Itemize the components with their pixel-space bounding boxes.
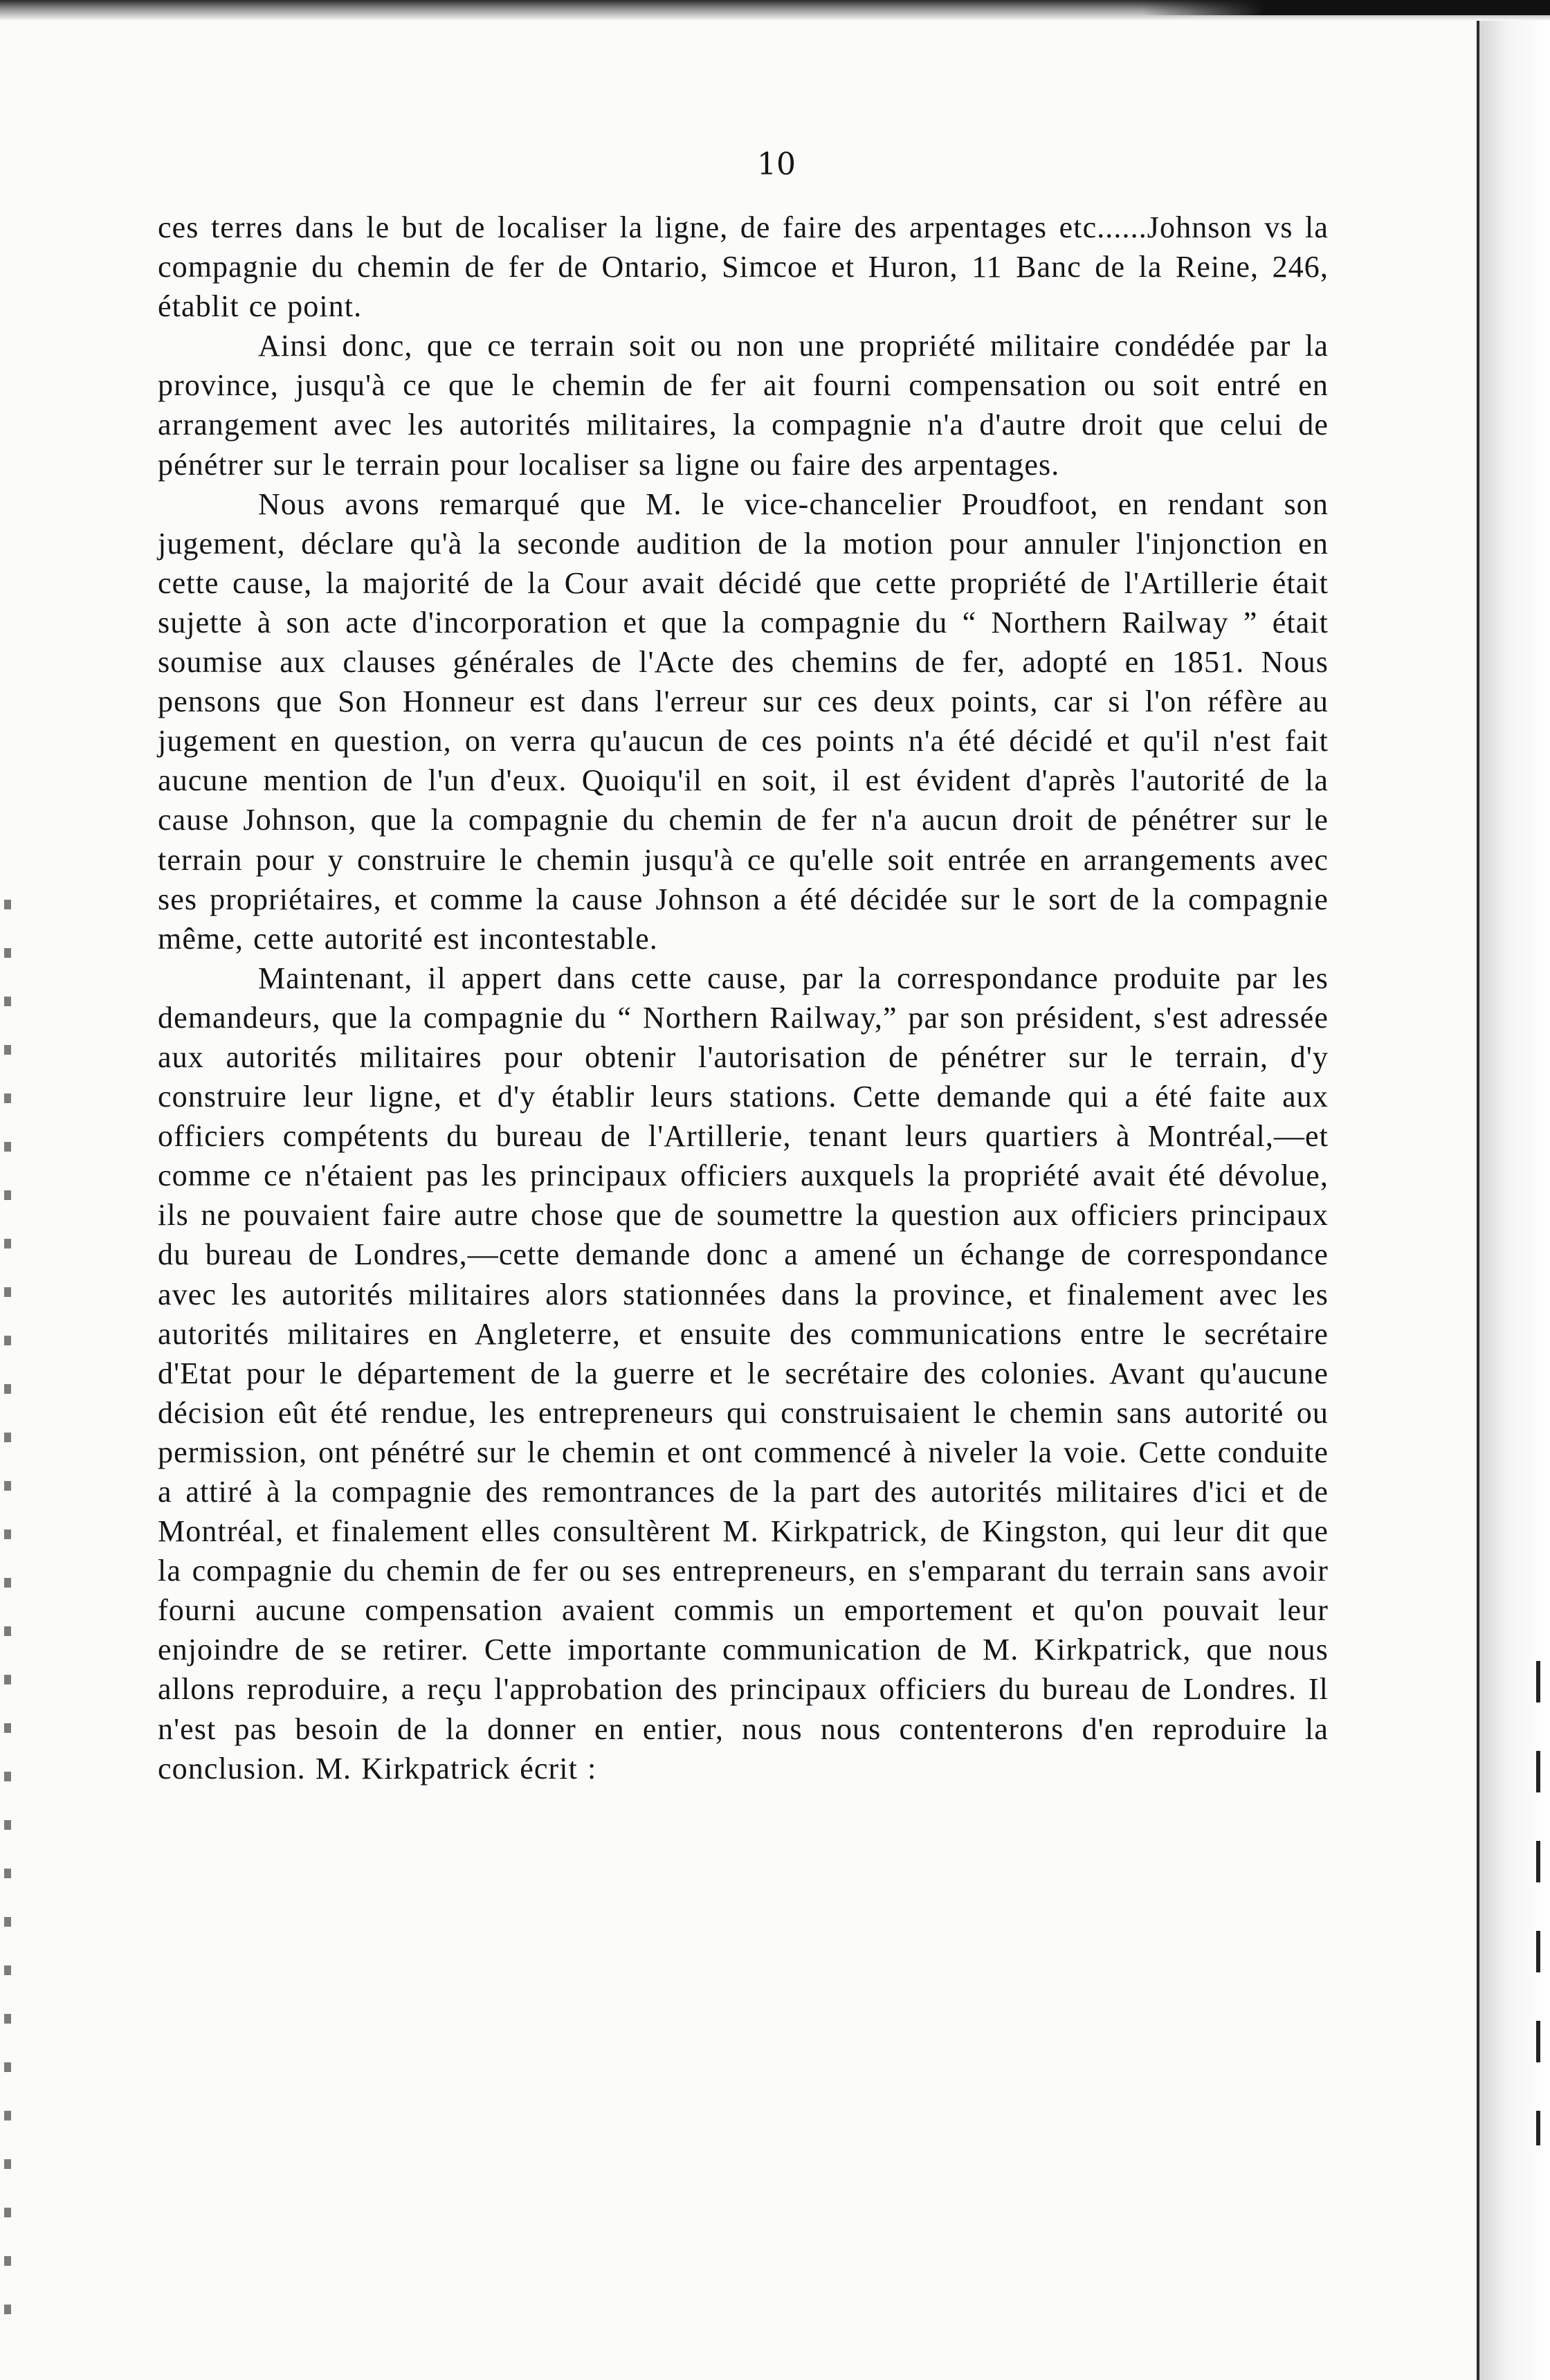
paragraph: Nous avons remarqué que M. le vice-chancelier Proudfoot, en rendant son jugement, déclare qu'à la seconde audition de la motion pour annuler l'injonction en cette cause, la majorité de la Cour avait décidé que cette propriété de l'Artillerie était sujette à son acte d'incorporation et que la compagnie du “ Northern Railway ” était soumise aux clauses générales de l'Acte des chemins de fer, adopté en 1851. Nous pensons que Son Honneur est dans l'erreur sur ces deux points, car si l'on réfère au jugement en question, on verra qu'aucun de ces points n'a été décidé et qu'il n'est fait aucune mention de l'un d'eux. Quoiqu'il en soit, il est évident d'après l'autorité de la cause Johnson, que la compagnie du chemin de fer n'a aucun droit de pénétrer sur le terrain pour y construire le chemin jusqu'à ce qu'elle soit entrée en arrangements avec ses propriétaires, et comme la cause Johnson a été décidée sur le sort de la compagnie même, cette autorité est incontestable.: [158, 487, 1329, 956]
body-text: [158, 208, 1329, 1788]
paragraph: ces terres dans le but de localiser la ligne, de faire des arpentages etc......Johnson vs la compagnie du chemin de fer de Ontario, Simcoe et Huron, 11 Banc de la Reine, 246, établit ce point.: [158, 210, 1329, 324]
binding-shadow-dark: [1142, 0, 1550, 15]
paragraph: Maintenant, il appert dans cette cause, par la correspondance produite par les demandeurs, que la compagnie du “ Northern Railway,” par son président, s'est adressée aux autorités militaires pour obtenir l'autorisation de pénétrer sur le terrain, d'y construire leur ligne, et d'y établir leurs stations. Cette demande qui a été faite aux officiers compétents du bureau de l'Artillerie, tenant leurs quartiers à Montréal,—et comme ce n'étaient pas les principaux officiers auxquels la propriété avait été dévolue, ils ne pouvaient faire autre chose que de soumettre la question aux officiers principaux du bureau de Londres,—cette demande donc a amené un échange de correspondance avec les autorités militaires alors stationnées dans la province, et finalement avec les autorités militaires en Angleterre, et ensuite des communications entre le secrétaire d'Etat pour le département de la guerre et le secrétaire des colonies. Avant qu'aucune décision eût été rendue, les entrepreneurs qui construisaient le chemin sans autorité ou permission, ont pénétré sur le chemin et ont commencé à niveler la voie. Cette conduite a attiré à la compagnie des remontrances de la part des autorités militaires d'ici et de Montréal, et finalement elles consultèrent M. Kirkpatrick, de Kingston, qui leur dit que la compagnie du chemin de fer ou ses entrepreneurs, en s'emparant du terrain sans avoir fourni aucune compensation avaient commis un emportement et qu'on pouvait leur enjoindre de se retirer. Cette importante communication de M. Kirkpatrick, que nous allons reproduire, a reçu l'approbation des principaux officiers du bureau de Londres. Il n'est pas besoin de la donner en entier, nous nous contenterons d'en reproduire la conclusion. M. Kirkpatrick écrit :: [158, 961, 1329, 1786]
edge-marks: [1536, 1661, 1540, 2145]
binding-marks: [4, 900, 11, 2353]
page-number: 10: [757, 147, 796, 182]
paragraph: Ainsi donc, que ce terrain soit ou non une propriété militaire condédée par la province, jusqu'à ce que le chemin de fer ait fourni compensation ou soit entré en arrangement avec les autorités militaires, la compagnie n'a d'autre droit que celui de pénétrer sur le terrain pour localiser sa ligne ou faire des arpentages.: [158, 329, 1329, 482]
page-edge: [1477, 21, 1479, 2380]
